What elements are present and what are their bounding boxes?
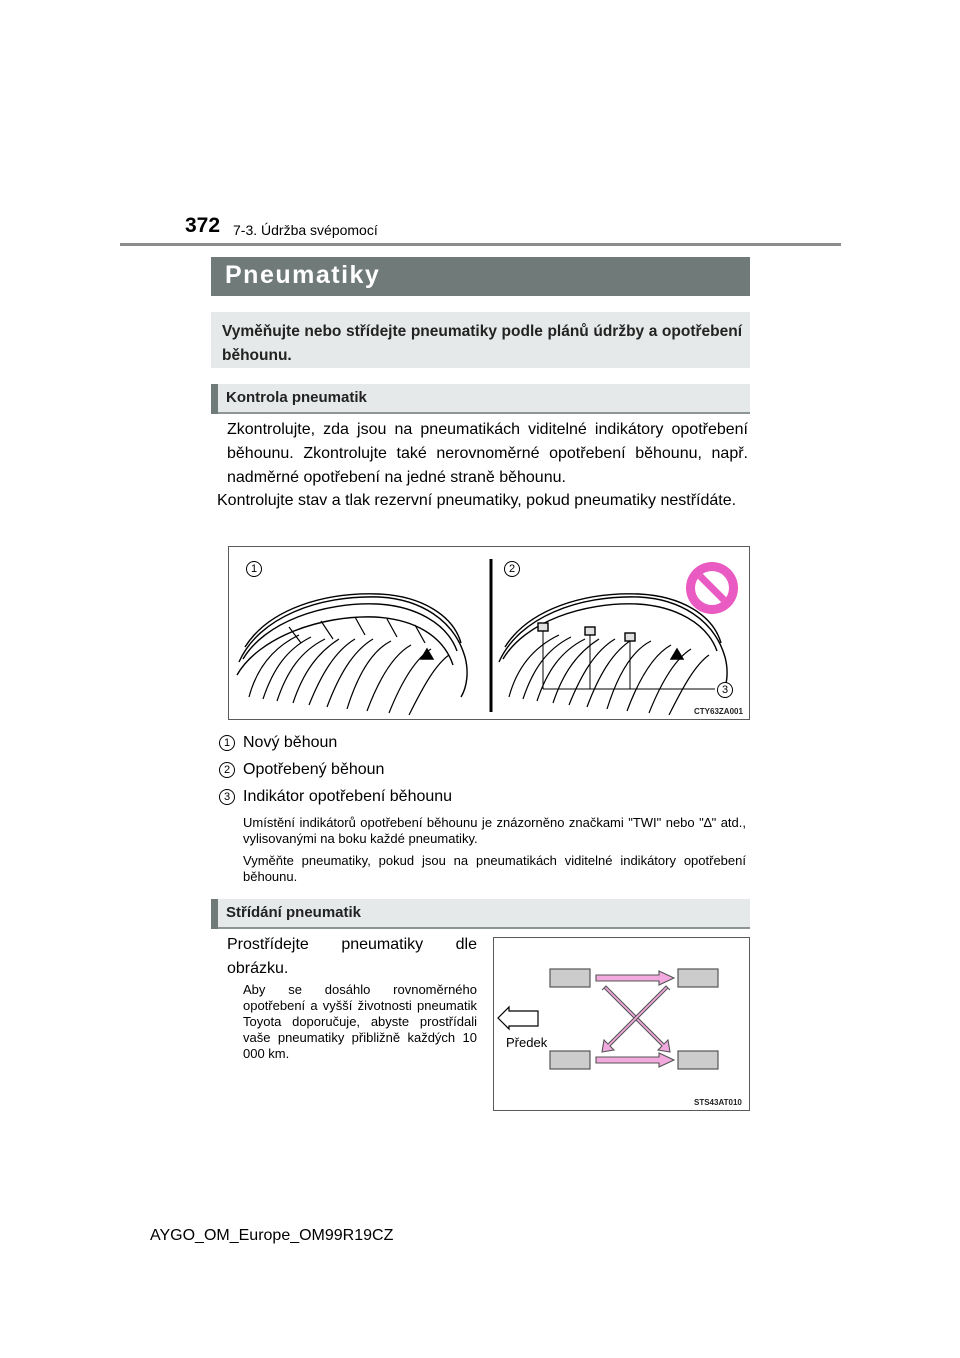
check-paragraph-1: Zkontrolujte, zda jsou na pneumatikách viditelné indikátory opotřebení běhounu. Zkontrolujte také nerovnoměrné opotřebení běhounu, např. nadměrné opotřebení na jedné straně běhounu. [227, 421, 748, 486]
section-breadcrumb: 7-3. Údržba svépomocí [233, 222, 378, 238]
legend-num-2: 2 [219, 762, 235, 778]
figure-code: CTY63ZA001 [694, 707, 743, 716]
tire-wear-illustration [229, 547, 749, 719]
tire-rotation-figure [493, 937, 750, 1111]
legend-num-1: 1 [219, 735, 235, 751]
intro-box [211, 312, 750, 368]
worn-tread-tire [499, 594, 727, 715]
page-title: Pneumatiky [225, 261, 381, 289]
front-label: Předek [506, 1035, 548, 1050]
front-right-tire [678, 969, 718, 987]
callout-3: 3 [717, 682, 733, 698]
callout-2: 2 [504, 561, 520, 577]
rotation-arrows [596, 971, 674, 1067]
section-accent [211, 384, 218, 414]
footer-doc-code: AYGO_OM_Europe_OM99R19CZ [150, 1227, 394, 1244]
rotate-note: Aby se dosáhlo rovnoměrného opotřebení a vyšší životnosti pneumatik Toyota doporučuje, abyste prostřídali vaše pneumatiky přibližně každých 10 000 km. [243, 982, 477, 1061]
section-heading-check-text: Kontrola pneumatik [226, 389, 367, 406]
prohibited-icon [686, 562, 738, 614]
rotate-paragraph: Prostřídejte pneumatiky dle obrázku. [227, 936, 477, 977]
rear-right-tire [678, 1051, 718, 1069]
rear-left-tire [550, 1051, 590, 1069]
check-paragraph-2: Kontrolujte stav a tlak rezervní pneumatiky, pokud pneumatiky nestřídáte. [217, 492, 737, 509]
section-heading-rotate-text: Střídání pneumatik [226, 904, 362, 921]
callout-1: 1 [246, 561, 262, 577]
section-heading-rotate [211, 899, 750, 929]
new-tread-tire [237, 594, 467, 715]
tread-indicator-note: Umístění indikátorů opotřebení běhounu je znázorněno značkami "TWI" nebo "∆" atd., vylisovanými na boku každé pneumatiky. [243, 815, 746, 846]
replace-tire-note: Vyměňte pneumatiky, pokud jsou na pneumatikách viditelné indikátory opotřebení běhounu. [243, 853, 746, 884]
tire-rotation-diagram [494, 938, 749, 1110]
legend-label-3: Indikátor opotřebení běhounu [243, 788, 453, 805]
section-accent [211, 899, 218, 929]
front-direction-arrow [498, 1007, 538, 1029]
page-title-bar [211, 257, 750, 296]
legend-num-3: 3 [219, 789, 235, 805]
page-number: 372 [185, 214, 221, 237]
tire-wear-figure [228, 546, 750, 720]
legend-label-1: Nový běhoun [243, 734, 338, 751]
legend-label-2: Opotřebený běhoun [243, 761, 385, 778]
arrow-rear [596, 1053, 674, 1067]
section-heading-check [211, 384, 750, 414]
front-left-tire [550, 969, 590, 987]
arrow-front [596, 971, 674, 985]
header-divider [120, 243, 841, 246]
intro-text: Vyměňujte nebo střídejte pneumatiky podle plánů údržby a opotřebení běhounu. [222, 323, 742, 364]
rotation-figure-code: STS43AT010 [694, 1098, 742, 1107]
